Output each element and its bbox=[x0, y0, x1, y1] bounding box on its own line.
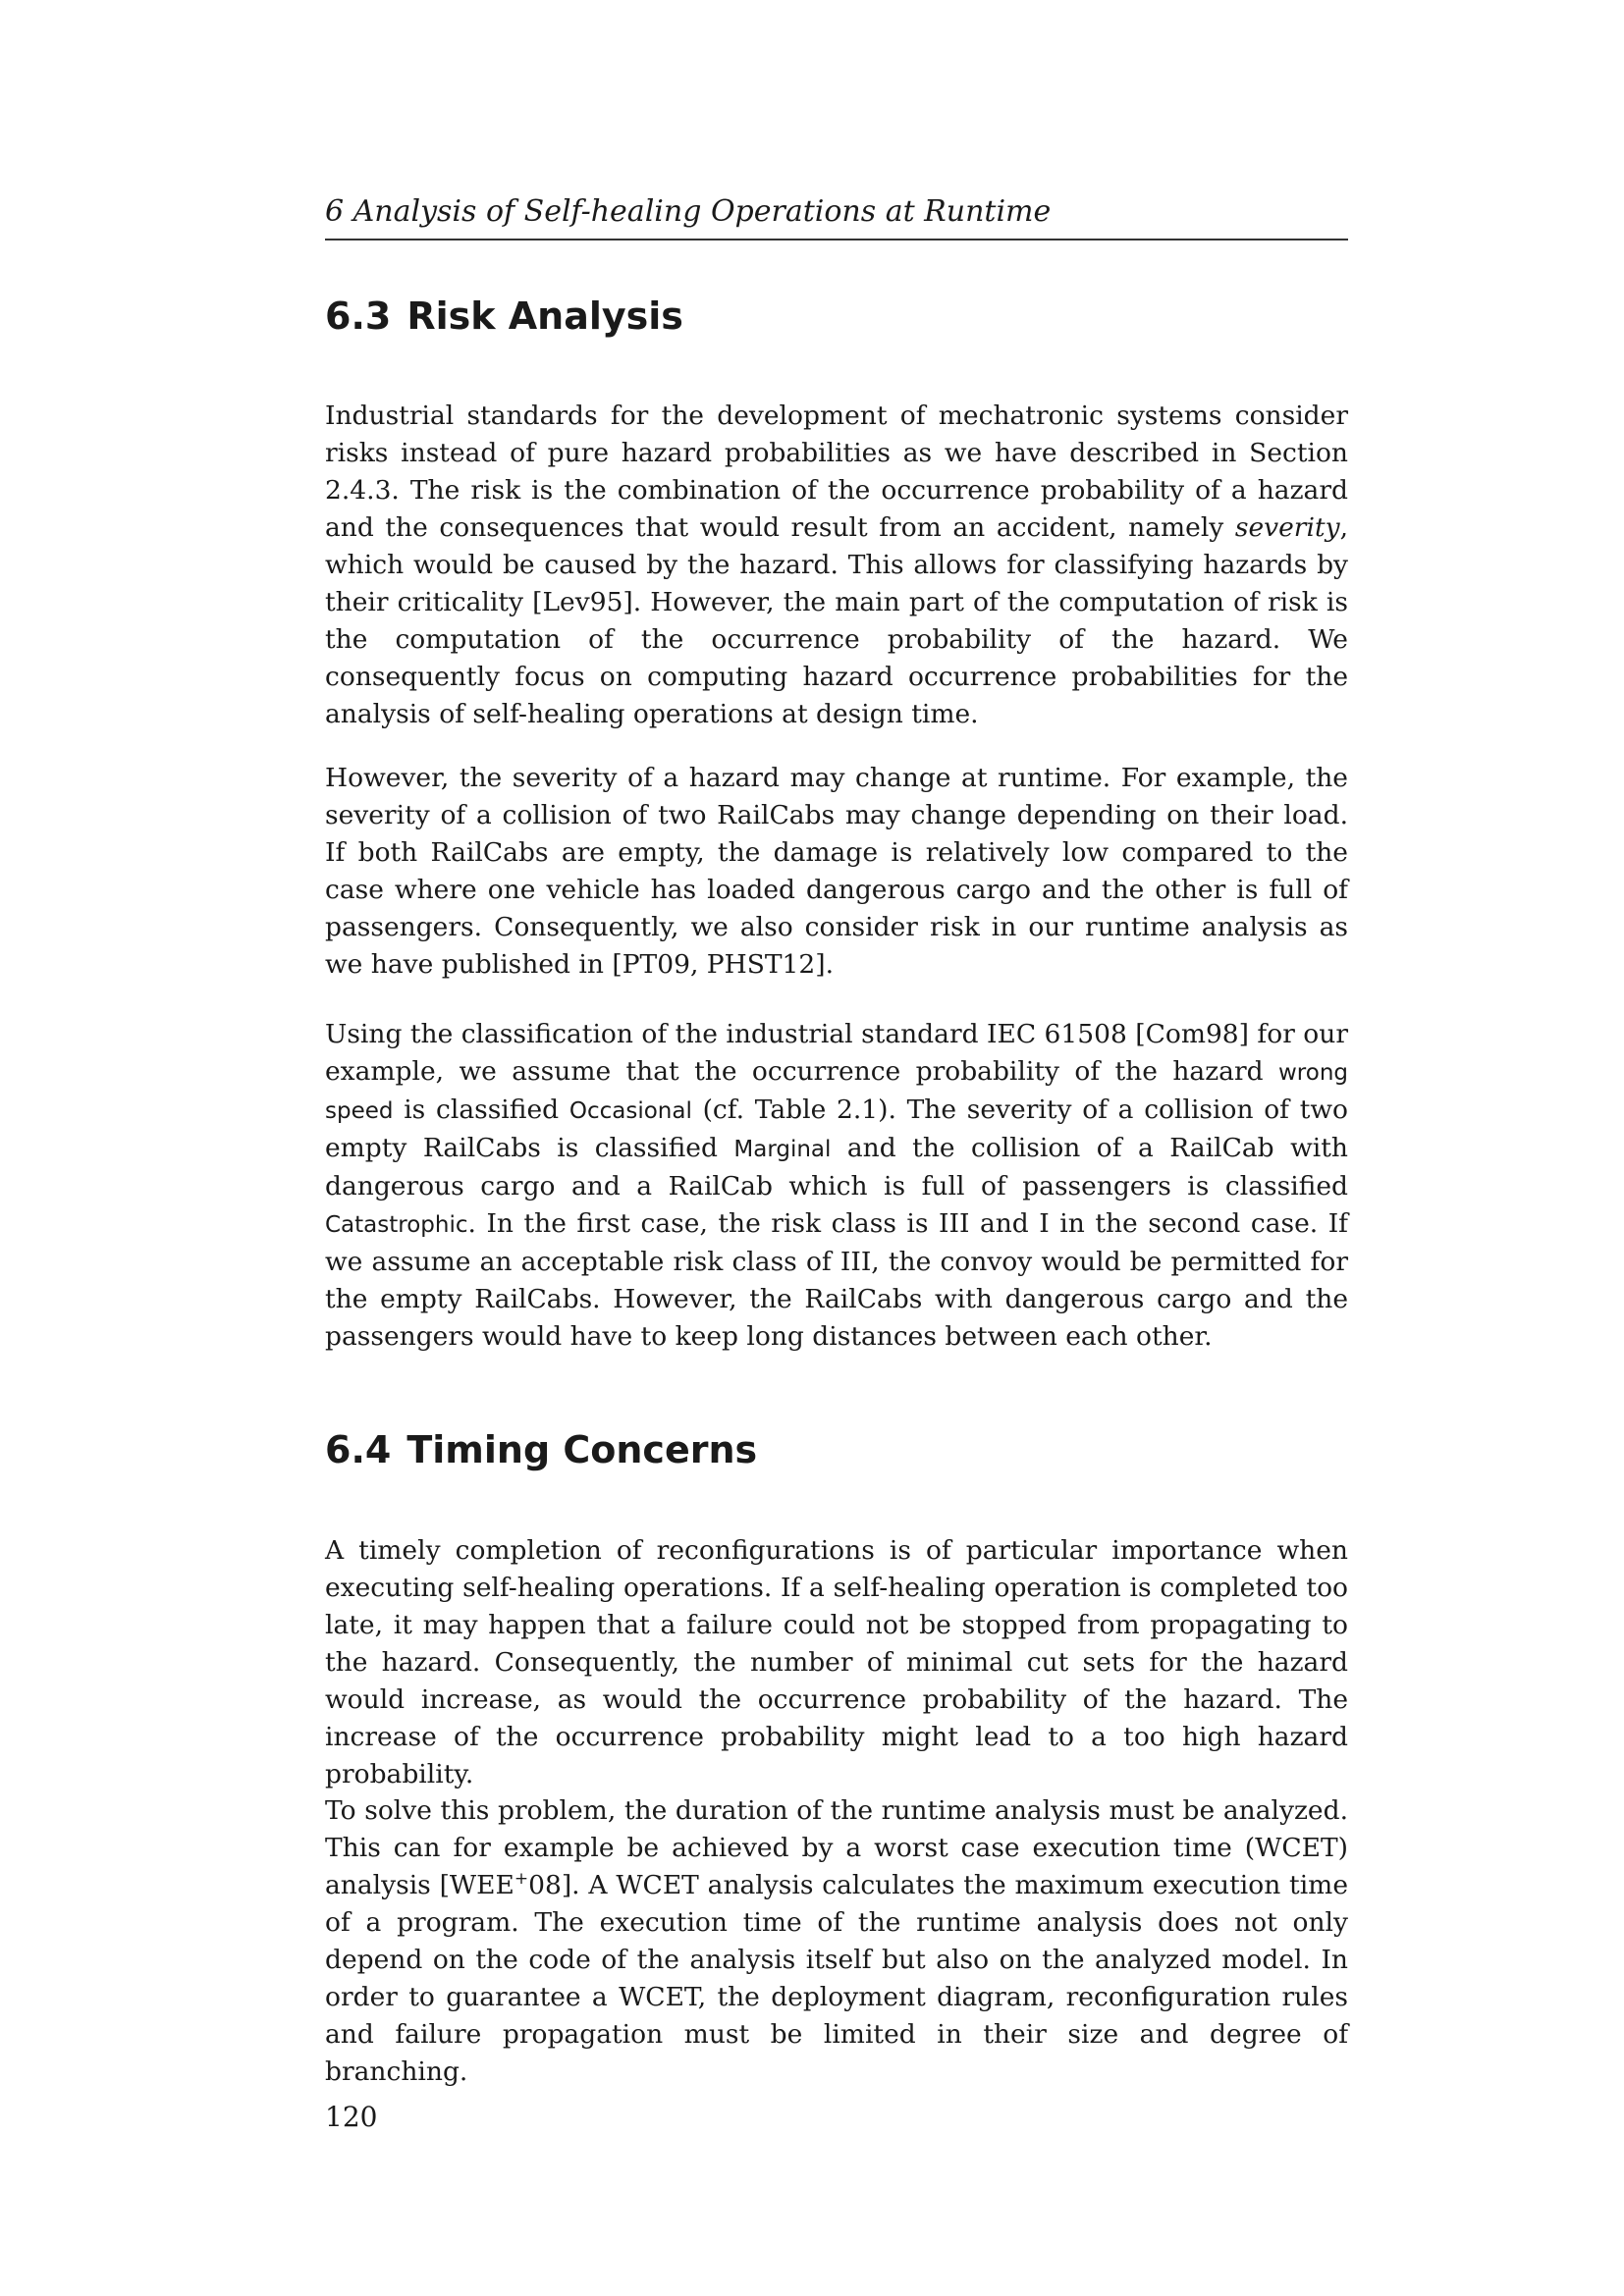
emphasis-severity: severity bbox=[1234, 512, 1340, 543]
paragraph-iec-classification bbox=[325, 1016, 1348, 1356]
section-heading-6-4 bbox=[325, 1428, 1348, 1471]
section-number: 6.3 bbox=[325, 294, 392, 338]
term-catastrophic: Catastrophic bbox=[325, 1212, 468, 1238]
term-wrong-speed: wrong speed bbox=[325, 1060, 1348, 1124]
text-run: . In the first case, the risk class is III and I in the second case. If we assume an acceptable risk class of III, the convoy would be permitted for the empty RailCabs. However, the RailCabs with dangerous cargo and the passengers would have to keep long distances between each other. bbox=[325, 1208, 1348, 1352]
text-run: Industrial standards for the development of mechatronic systems consider risks instead of pure hazard probabilities as we have described in Section 2.4.3. The risk is the combination of the occurrence probability of a hazard and the consequences that would result from an accident, namely bbox=[325, 400, 1348, 543]
paragraph-runtime-severity: However, the severity of a hazard may change at runtime. For example, the severity of a collision of two RailCabs may change depending on their load. If both RailCabs are empty, the damage is relatively low compared to the case where one vehicle has loaded dangerous cargo and the other is full of passengers. Consequently, we also consider risk in our runtime analysis as we have published in [PT09, PHST12]. bbox=[325, 763, 1348, 980]
section-title-text: Timing Concerns bbox=[406, 1428, 758, 1471]
term-marginal: Marginal bbox=[733, 1137, 832, 1162]
paragraph-timing-intro: A timely completion of reconfigurations is of particular importance when executing self-healing operations. If a self-healing operation is completed too late, it may happen that a failure could not be stopped from propagating to the hazard. Consequently, the number of minimal cut sets for the hazard would increase, as would the occurrence probability of the hazard. The increase of the occurrence probability might lead to a too high hazard probability. bbox=[325, 1535, 1348, 1789]
text-run: 08]. A WCET analysis calculates the maximum execution time of a program. The execution time of the runtime analysis does not only depend on the code of the analysis itself but also on the analyzed model. In order to guarantee a WCET, the deployment diagram, reconfiguration rules and failure propagation must be limited in their size and degree of branching. bbox=[325, 1870, 1348, 2087]
paragraph-risk-intro bbox=[325, 398, 1348, 733]
text-run: To solve this problem, the duration of the runtime analysis must be analyzed. This can for example be achieved by a worst case execution time (WCET) analysis [WEE bbox=[325, 1795, 1348, 1900]
paragraph-wcet bbox=[325, 1792, 1348, 2091]
section-number: 6.4 bbox=[325, 1428, 392, 1471]
term-occasional: Occasional bbox=[568, 1098, 692, 1124]
text-run: , which would be caused by the hazard. This allows for classifying hazards by their criticality [Lev95]. However, the main part of the computation of risk is the computation of the occurrence probability of the hazard. We consequently focus on computing hazard occurrence probabilities for the analysis of self-healing operations at design time. bbox=[325, 512, 1348, 729]
text-run: is classified bbox=[393, 1095, 569, 1125]
superscript: + bbox=[514, 1869, 529, 1890]
page-number: 120 bbox=[325, 2101, 378, 2133]
section-title-text: Risk Analysis bbox=[406, 294, 683, 338]
text-run: Using the classification of the industrial standard IEC 61508 [Com98] for our example, we assume that the occurrence probability of the hazard bbox=[325, 1019, 1348, 1087]
running-head: 6 Analysis of Self-healing Operations at Runtime bbox=[325, 194, 1348, 240]
text-run: (cf. Table 2.1). The severity of a collision of two empty RailCabs is classified bbox=[325, 1095, 1349, 1163]
section-heading-6-3 bbox=[325, 294, 1348, 338]
text-run: and the collision of a RailCab with dangerous cargo and a RailCab which is full of passengers is classified bbox=[325, 1133, 1348, 1201]
